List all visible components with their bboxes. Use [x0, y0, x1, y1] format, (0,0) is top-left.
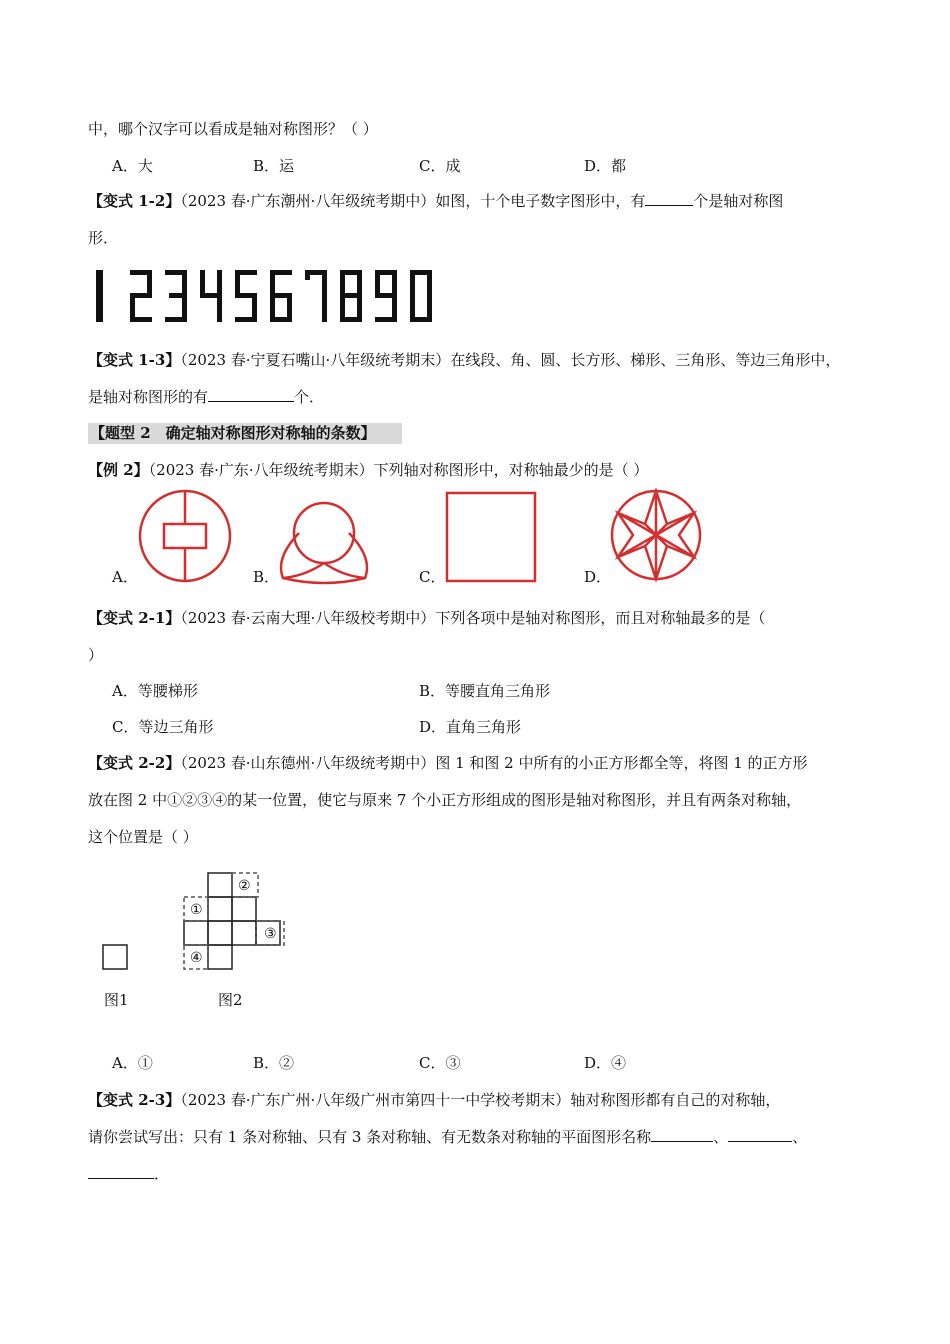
option-b[interactable]: B．②	[253, 1054, 295, 1072]
example-2-figures	[135, 488, 775, 588]
digit-8	[340, 270, 362, 322]
fig1-label: 图1	[104, 991, 129, 1009]
coin-figure	[140, 491, 230, 581]
marker-1[interactable]: ①	[190, 902, 203, 918]
marker-2[interactable]: ②	[238, 878, 251, 894]
star-circle-figure	[612, 491, 700, 579]
digit-4	[200, 270, 222, 322]
option-c[interactable]: C．等边三角形	[112, 718, 214, 736]
question-1-2: 【变式 1-2】（2023 春·广东潮州·八年级统考期中）如图，十个电子数字图形中，有 个是轴对称图	[88, 192, 784, 210]
question-text: 中，哪个汉字可以看成是轴对称图形？（ ）	[88, 120, 378, 138]
option-d[interactable]: D．都	[584, 157, 627, 175]
option-b[interactable]: B．等腰直角三角形	[419, 682, 551, 700]
question-text: ）	[88, 646, 104, 664]
answer-blank[interactable]	[645, 191, 693, 206]
digit-5	[235, 270, 257, 322]
question-1-3: 【变式 1-3】（2023 春·宁夏石嘴山·八年级统考期末）在线段、角、圆、长方形、梯形、三角形、等边三角形中，	[88, 351, 841, 369]
digit-3	[165, 270, 187, 322]
example-2: 【例 2】（2023 春·广东·八年级统考期末）下列轴对称图形中，对称轴最少的是（ ）	[88, 461, 649, 479]
digit-6	[270, 270, 292, 322]
option-c[interactable]: C．③	[419, 1054, 461, 1072]
digit-1	[96, 270, 103, 322]
question-text: 是轴对称图形的有 个．	[88, 388, 325, 406]
question-2-2: 【变式 2-2】（2023 春·山东德州·八年级统考期中）图 1 和图 2 中所有的小正方形都全等，将图 1 的正方形	[88, 754, 808, 772]
option-d[interactable]: D．④	[584, 1054, 627, 1072]
question-text: 形．	[88, 229, 119, 247]
question-2-1: 【变式 2-1】（2023 春·云南大理·八年级校考期中）下列各项中是轴对称图形，而且对称轴最多的是（	[88, 609, 766, 627]
square-figure	[447, 493, 535, 581]
option-d[interactable]: D．	[584, 568, 612, 586]
answer-blank-3[interactable]	[88, 1164, 154, 1179]
digit-9	[375, 270, 397, 322]
option-a[interactable]: A．等腰梯形	[112, 682, 198, 700]
option-d[interactable]: D．直角三角形	[419, 718, 522, 736]
triquetra-figure	[281, 503, 367, 583]
answer-blank-1[interactable]	[651, 1127, 713, 1142]
digital-numbers-figure	[92, 266, 442, 328]
option-a[interactable]: A．	[112, 568, 138, 586]
fig1-square	[103, 945, 127, 969]
question-text: 请你尝试写出：只有 1 条对称轴、只有 3 条对称轴、有无数条对称轴的平面图形名称 、 、	[88, 1128, 808, 1146]
digit-7	[305, 270, 327, 322]
fig2-label: 图2	[218, 991, 243, 1009]
question-text: ．	[88, 1164, 169, 1184]
marker-3[interactable]: ③	[264, 926, 277, 942]
question-text: 放在图 2 中①②③④的某一位置，使它与原来 7 个小正方形组成的图形是轴对称图形，并且有两条对称轴，	[88, 791, 802, 809]
section-header: 【题型 2 确定轴对称图形对称轴的条数】	[88, 423, 402, 444]
option-b[interactable]: B．	[253, 568, 280, 586]
option-c[interactable]: C．	[419, 568, 446, 586]
question-2-3: 【变式 2-3】（2023 春·广东广州·八年级广州市第四十一中学校考期末）轴对称图形都有自己的对称轴，	[88, 1091, 781, 1109]
question-text: 这个位置是（ ）	[88, 828, 198, 846]
digit-2	[130, 270, 152, 322]
answer-blank[interactable]	[208, 387, 294, 402]
option-a[interactable]: A．①	[112, 1054, 153, 1072]
digit-0	[410, 270, 432, 322]
option-a[interactable]: A．大	[112, 157, 153, 175]
marker-4[interactable]: ④	[190, 950, 203, 966]
option-b[interactable]: B．运	[253, 157, 295, 175]
answer-blank-2[interactable]	[728, 1127, 792, 1142]
option-c[interactable]: C．成	[419, 157, 461, 175]
